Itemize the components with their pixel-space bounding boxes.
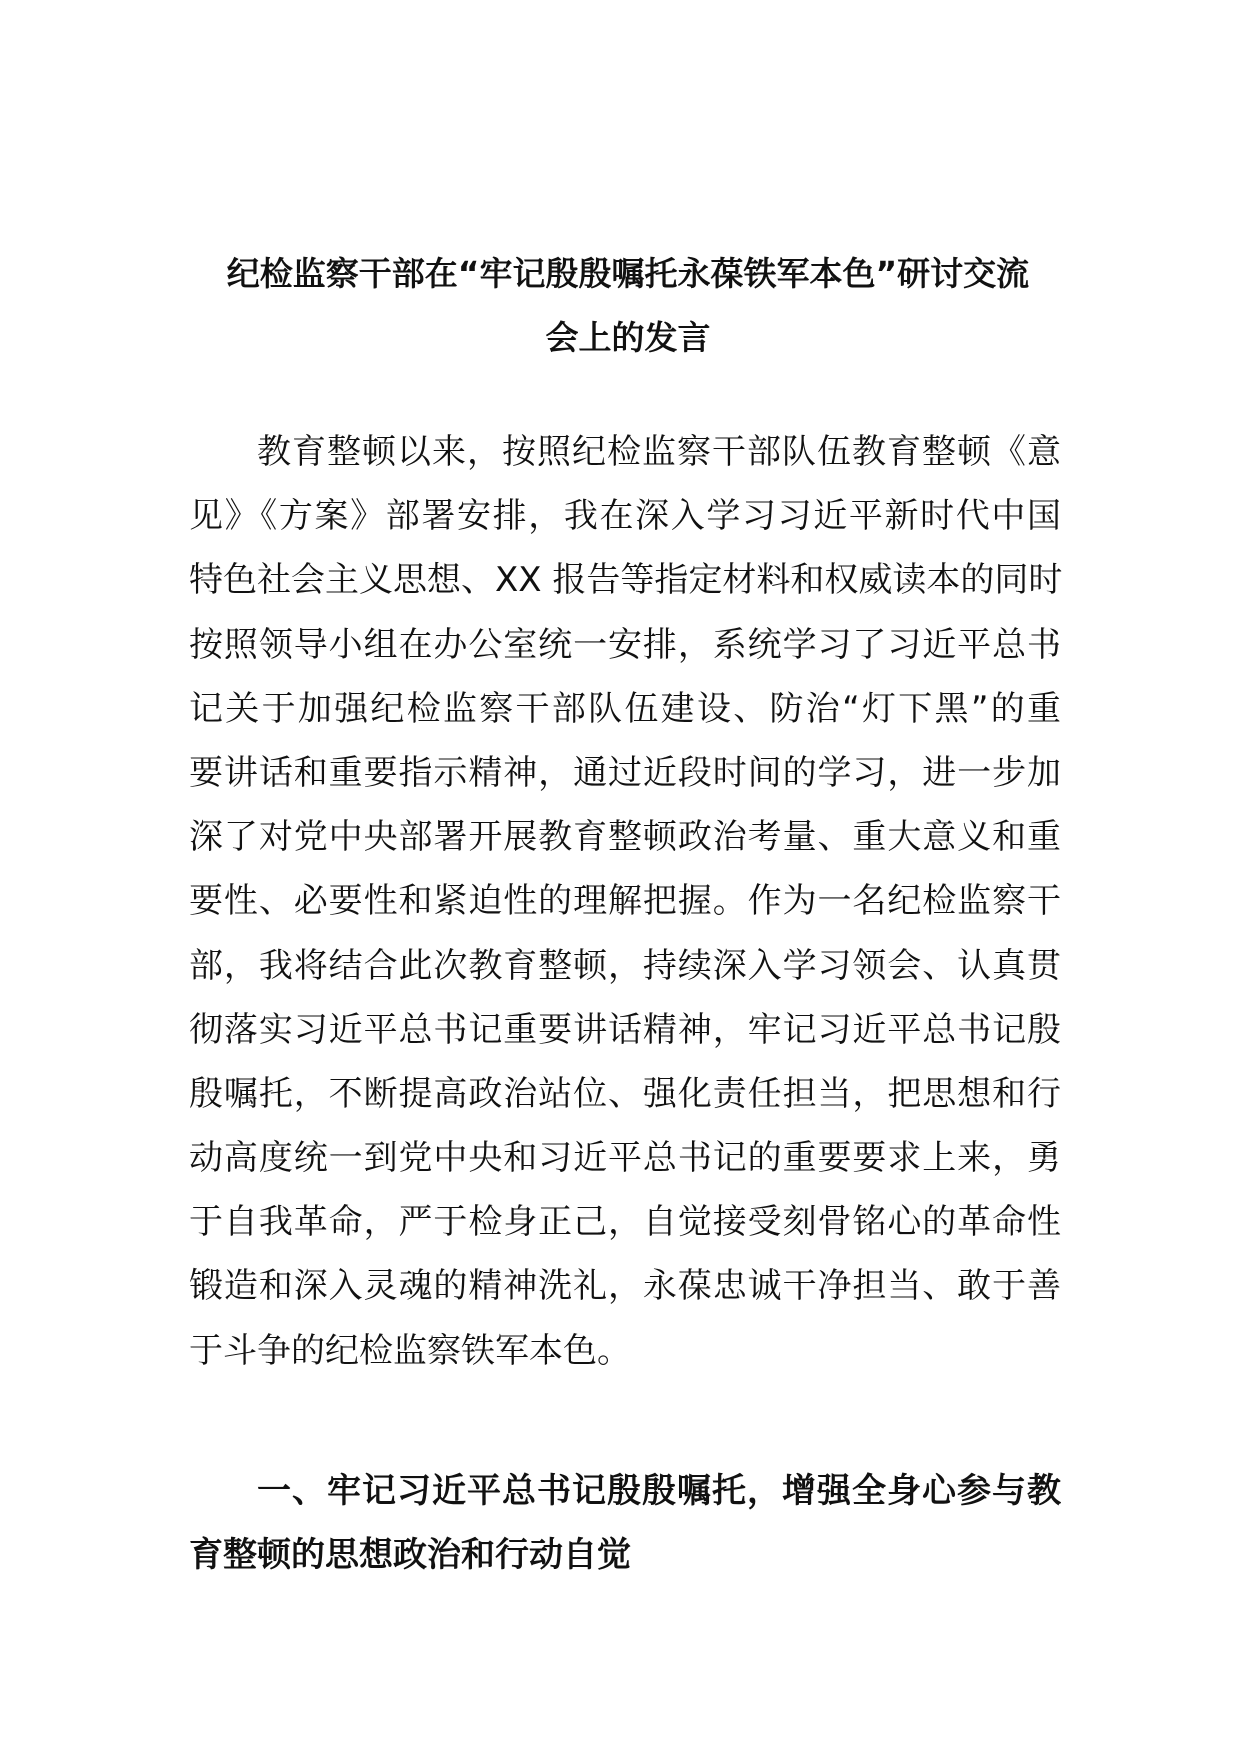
body-line-15: 于斗争的纪检监察铁军本色。 — [189, 1330, 631, 1371]
body-line-8: 要性、必要性和紧迫性的理解把握。作为一名纪检监察干 — [189, 881, 1061, 922]
body-line-4: 按照领导小组在办公室统一安排，系统学习了习近平总书 — [189, 624, 1061, 665]
body-line-7: 深了对党中央部署开展教育整顿政治考量、重大意义和重 — [189, 817, 1061, 858]
body-line-11: 殷嘱托，不断提高政治站位、强化责任担当，把思想和行 — [189, 1073, 1061, 1114]
section-heading — [189, 1459, 1061, 1587]
section-heading-line-1: 一、牢记习近平总书记殷殷嘱托，增强全身心参与教 — [257, 1471, 1061, 1511]
body-line-2: 见》《方案》部署安排，我在深入学习习近平新时代中国 — [189, 496, 1061, 537]
document-title — [188, 242, 1068, 370]
body-line-5: 记关于加强纪检监察干部队伍建设、防治“灯下黑”的重 — [189, 688, 1061, 729]
body-line-12: 动高度统一到党中央和习近平总书记的重要要求上来，勇 — [189, 1138, 1061, 1179]
body-line-13: 于自我革命，严于检身正己，自觉接受刻骨铭心的革命性 — [189, 1202, 1061, 1243]
body-paragraph — [189, 420, 1061, 1383]
title-line-1: 纪检监察干部在“牢记殷殷嘱托永葆铁军本色”研讨交流 — [226, 254, 1030, 293]
body-line-6: 要讲话和重要指示精神，通过近段时间的学习，进一步加 — [189, 752, 1061, 793]
body-line-10: 彻落实习近平总书记重要讲话精神，牢记习近平总书记殷 — [189, 1009, 1061, 1050]
section-heading-line-2: 育整顿的思想政治和行动自觉 — [189, 1535, 631, 1576]
body-line-9: 部，我将结合此次教育整顿，持续深入学习领会、认真贯 — [189, 945, 1061, 986]
body-line-1: 教育整顿以来，按照纪检监察干部队伍教育整顿《意 — [257, 432, 1061, 472]
body-line-3: 特色社会主义思想、XX 报告等指定材料和权威读本的同时 — [189, 560, 1063, 601]
body-line-14: 锻造和深入灵魂的精神洗礼，永葆忠诚干净担当、敢于善 — [189, 1266, 1061, 1307]
title-line-2: 会上的发言 — [545, 318, 711, 357]
